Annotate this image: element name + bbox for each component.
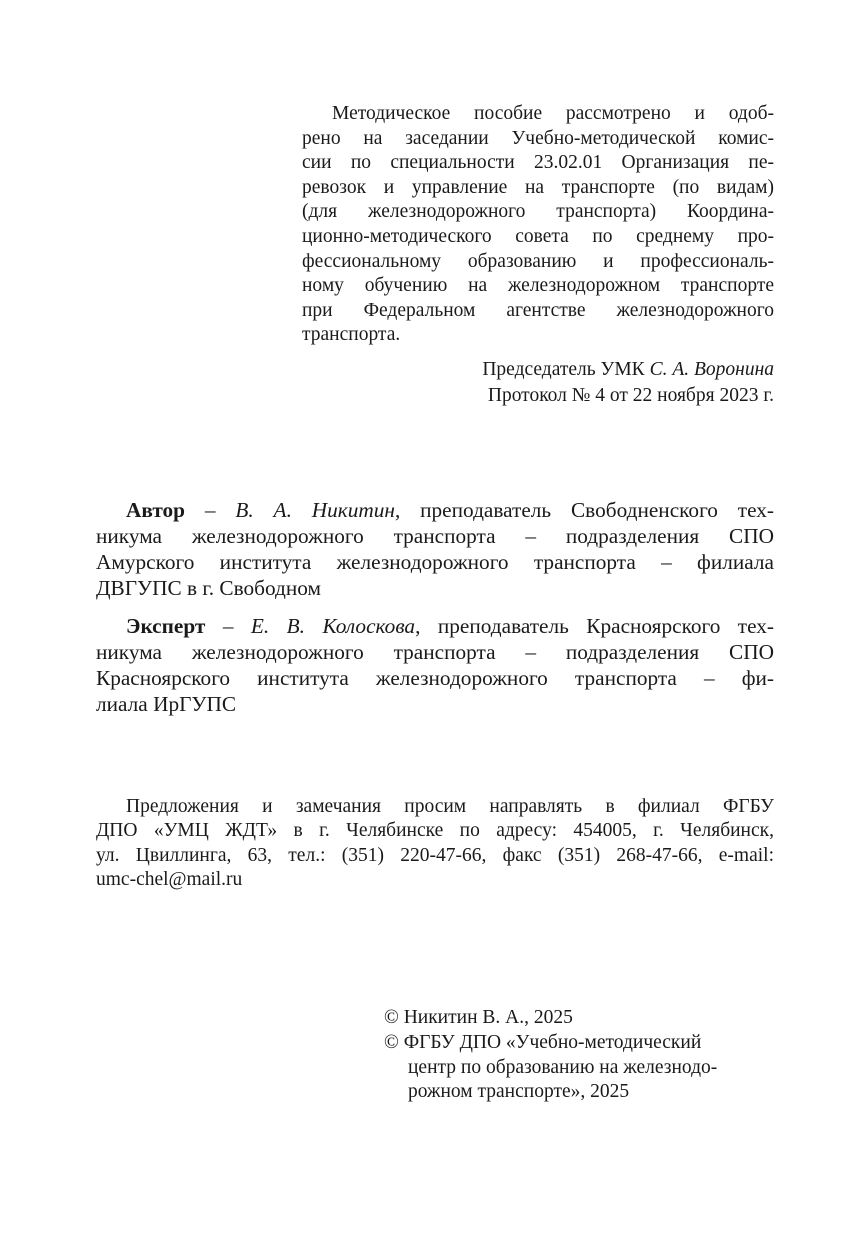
author-label: Автор — [126, 498, 186, 522]
copyright-block — [384, 1006, 784, 1105]
contact-line: Предложения и замечания просим направлять в филиал ФГБУ — [126, 796, 774, 817]
author-line: никума железнодорожного транспорта – подразделения СПО — [96, 524, 774, 548]
protocol-line: Протокол № 4 от 22 ноября 2023 г. — [487, 385, 774, 406]
approval-line: Методическое пособие рассмотрено и одоб- — [332, 103, 774, 124]
contact-line: ул. Цвиллинга, 63, тел.: (351) 220-47-66, факс (351) 268-47-66, e-mail: — [96, 844, 774, 866]
expert-first-line-rest: , преподаватель Красноярского тех- — [415, 614, 774, 638]
expert-line: никума железнодорожного транспорта – подразделения СПО — [96, 640, 774, 664]
approval-line: ному обучению на железнодорожном транспорте — [302, 275, 774, 297]
expert-dash: – — [205, 614, 251, 638]
author-paragraph — [96, 497, 774, 601]
expert-name: Е. В. Колоскова — [250, 614, 416, 638]
author-line: ДВГУПС в г. Свободном — [96, 576, 321, 600]
approval-line: фессиональному образованию и профессиональ- — [302, 250, 774, 272]
approval-line: транспорта. — [302, 324, 401, 346]
author-first-line — [96, 497, 774, 523]
expert-first-line — [96, 613, 774, 639]
copyright-org: © ФГБУ ДПО «Учебно-методический — [384, 1031, 702, 1053]
expert-line: лиала ИрГУПС — [96, 692, 237, 716]
contact-block — [96, 795, 774, 893]
approval-line: ционно-методического совета по среднему про- — [302, 225, 774, 247]
contact-line: ДПО «УМЦ ЖДТ» в г. Челябинске по адресу: 454005, г. Челябинск, — [96, 820, 774, 842]
copyright-org-cont: рожном транспорте», 2025 — [408, 1081, 630, 1103]
expert-label: Эксперт — [126, 614, 206, 638]
contact-email: umc-chel@mail.ru — [96, 869, 243, 891]
approval-line: сии по специальности 23.02.01 Организация пе- — [302, 152, 774, 174]
copyright-org-cont: центр по образованию на железнодо- — [408, 1056, 718, 1078]
chairman-label: Председатель УМК — [482, 359, 645, 380]
approval-line: при Федеральном агентстве железнодорожного — [302, 299, 774, 321]
approval-line: ревозок и управление на транспорте (по видам) — [302, 176, 774, 198]
signature-block — [360, 357, 774, 409]
chairman-line — [360, 357, 774, 383]
expert-line: Красноярского института железнодорожного транспорта – фи- — [96, 666, 774, 690]
approval-line: (для железнодорожного транспорта) Координа- — [302, 201, 774, 223]
author-name: В. А. Никитин — [235, 498, 395, 522]
author-dash: – — [185, 498, 236, 522]
credits-block — [96, 497, 774, 717]
expert-paragraph — [96, 613, 774, 717]
copyright-author: © Никитин В. А., 2025 — [384, 1007, 573, 1028]
approval-line: рено на заседании Учебно-методической комис- — [302, 127, 774, 149]
approval-block — [302, 102, 774, 348]
chairman-name: С. А. Воронина — [649, 359, 774, 380]
author-line: Амурского института железнодорожного транспорта – филиала — [96, 550, 774, 574]
author-first-line-rest: , преподаватель Свободненского тех- — [394, 498, 774, 522]
